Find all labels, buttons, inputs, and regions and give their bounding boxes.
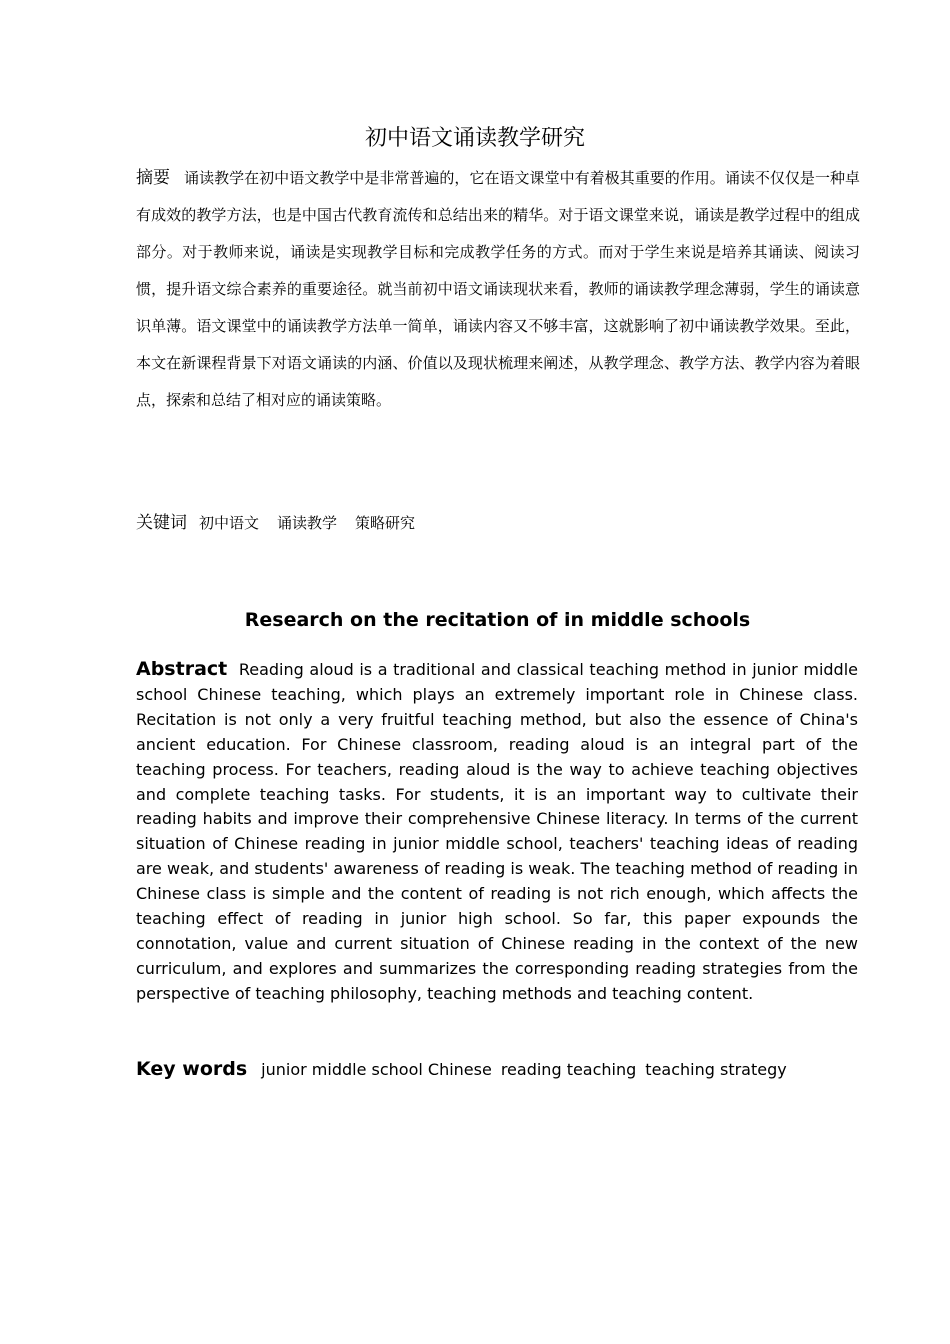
english-keyword: reading teaching xyxy=(500,1060,637,1079)
english-abstract-label: Abstract xyxy=(136,658,228,680)
english-abstract-text: Reading aloud is a traditional and classical teaching method in junior middle school Chinese teaching, which plays an extremely important role in Chinese class. Recitation is not only a very fruitful teaching method, but also the essence of China's ancient education. For Chinese classroom, reading aloud is an integral part of the teaching process. For teachers, reading aloud is the way to achieve teaching objectives and complete teaching tasks. For students, it is an important way to cultivate their reading habits and improve their comprehensive Chinese literacy. In terms of the current situation of Chinese reading in junior middle school, teachers' teaching ideas of reading are weak, and students' awareness of reading is weak. The teaching method of reading in Chinese class is simple and the content of reading is not rich enough, which affects the teaching effect of reading in junior high school. So far, this paper expounds the connotation, value and current situation of Chinese reading in the context of the new curriculum, and explores and summarizes the corresponding reading strategies from the perspective of teaching philosophy, teaching methods and teaching content. xyxy=(136,660,858,1003)
chinese-title: 初中语文诵读教学研究 xyxy=(364,126,585,151)
chinese-abstract-label: 摘要 xyxy=(136,168,171,188)
chinese-abstract xyxy=(136,160,860,419)
english-keyword: junior middle school Chinese xyxy=(261,1060,492,1079)
chinese-abstract-text: 诵读教学在初中语文教学中是非常普遍的，它在语文课堂中有着极其重要的作用。诵读不仅仅是一种卓有成效的教学方法，也是中国古代教育流传和总结出来的精华。对于语文课堂来说，诵读是教学过程中的组成部分。对于教师来说，诵读是实现教学目标和完成教学任务的方式。而对于学生来说是培养其诵读、阅读习惯，提升语文综合素养的重要途径。就当前初中语文诵读现状来看，教师的诵读教学理念薄弱，学生的诵读意识单薄。语文课堂中的诵读教学方法单一简单，诵读内容又不够丰富，这就影响了初中诵读教学效果。至此，本文在新课程背景下对语文诵读的内涵、价值以及现状梳理来阐述，从教学理念、教学方法、教学内容为着眼点，探索和总结了相对应的诵读策略。 xyxy=(136,169,860,409)
english-keywords-label: Key words xyxy=(136,1058,248,1080)
chinese-keyword: 初中语文 xyxy=(199,514,260,532)
chinese-keywords-label: 关键词 xyxy=(136,513,187,533)
english-abstract xyxy=(136,657,858,1007)
chinese-keyword: 诵读教学 xyxy=(277,514,338,532)
chinese-keyword: 策略研究 xyxy=(355,514,416,532)
english-keyword: teaching strategy xyxy=(645,1060,787,1079)
english-keywords xyxy=(136,1055,858,1084)
english-title: Research on the recitation of in middle schools xyxy=(244,609,751,631)
chinese-keywords xyxy=(136,508,860,538)
